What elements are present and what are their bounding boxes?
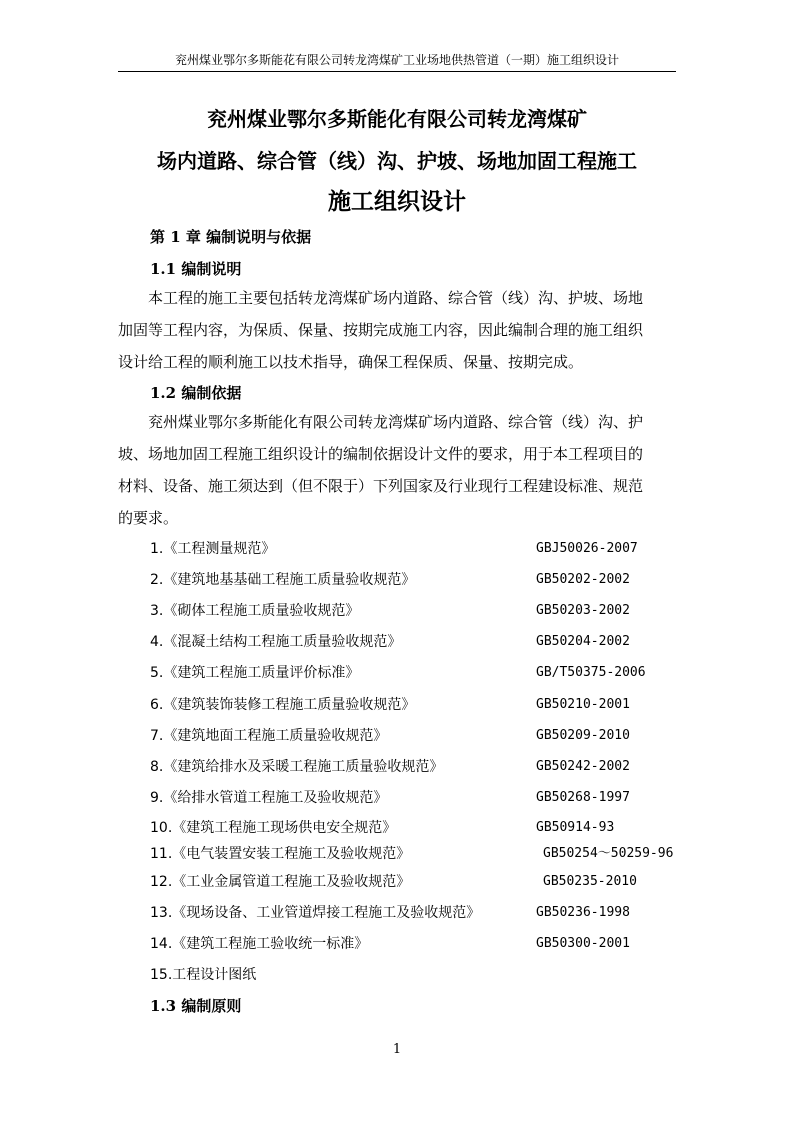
standard-code: GB50914-93 xyxy=(536,820,615,835)
standard-name: 4.《混凝土结构工程施工质量验收规范》 xyxy=(150,634,402,650)
standard-name: 14.《建筑工程施工验收统一标准》 xyxy=(150,936,369,952)
paragraph-line: 本工程的施工主要包括转龙湾煤矿场内道路、综合管（线）沟、护坡、场地 xyxy=(148,289,644,307)
standard-name: 8.《建筑给排水及采暖工程施工质量验收规范》 xyxy=(150,759,444,775)
paragraph-line: 坡、场地加固工程施工组织设计的编制依据设计文件的要求，用于本工程项目的 xyxy=(118,445,644,463)
standard-code: GB50204-2002 xyxy=(536,634,630,649)
standard-item xyxy=(150,631,690,653)
standard-code: GB50202-2002 xyxy=(536,572,630,587)
standard-item xyxy=(150,662,690,684)
chapter-1-heading: 第 1 章 编制说明与依据 xyxy=(150,228,312,246)
standard-name: 11.《电气装置安装工程施工及验收规范》 xyxy=(150,846,411,862)
standard-name: 15.工程设计图纸 xyxy=(150,967,257,983)
standard-item xyxy=(150,933,690,955)
standard-item xyxy=(150,756,690,778)
section-1-1-heading: 1.1 编制说明 xyxy=(150,260,242,278)
standard-item xyxy=(150,871,690,893)
standard-code: GBJ50026-2007 xyxy=(536,541,638,556)
section-1-2-heading: 1.2 编制依据 xyxy=(150,384,242,402)
paragraph-line: 兖州煤业鄂尔多斯能化有限公司转龙湾煤矿场内道路、综合管（线）沟、护 xyxy=(148,413,644,431)
document-title-line-1: 兖州煤业鄂尔多斯能化有限公司转龙湾煤矿 xyxy=(207,107,587,131)
standard-item xyxy=(150,694,690,716)
standard-name: 3.《砌体工程施工质量验收规范》 xyxy=(150,603,360,619)
section-1-3-heading: 1.3 编制原则 xyxy=(150,997,242,1015)
standard-code: GB50268-1997 xyxy=(536,790,630,805)
document-title-line-2: 场内道路、综合管（线）沟、护坡、场地加固工程施工 xyxy=(157,149,637,173)
standard-code: GB50209-2010 xyxy=(536,728,630,743)
standard-item xyxy=(150,843,690,865)
standard-item xyxy=(150,787,690,809)
standard-name: 13.《现场设备、工业管道焊接工程施工及验收规范》 xyxy=(150,905,481,921)
standard-item xyxy=(150,600,690,622)
paragraph-line: 材料、设备、施工须达到（但不限于）下列国家及行业现行工程建设标准、规范 xyxy=(118,477,644,495)
standard-code: GB50236-1998 xyxy=(536,905,630,920)
standard-name: 10.《建筑工程施工现场供电安全规范》 xyxy=(150,820,397,836)
document-title-line-3: 施工组织设计 xyxy=(328,188,466,215)
standard-name: 2.《建筑地基基础工程施工质量验收规范》 xyxy=(150,572,416,588)
standard-item-drawings xyxy=(150,964,690,986)
standard-name: 7.《建筑地面工程施工质量验收规范》 xyxy=(150,728,388,744)
standard-item xyxy=(150,569,690,591)
running-header: 兖州煤业鄂尔多斯能花有限公司转龙湾煤矿工业场地供热管道（一期）施工组织设计 xyxy=(174,53,619,67)
standard-code: GB50300-2001 xyxy=(536,936,630,951)
paragraph-line: 的要求。 xyxy=(118,509,179,527)
standard-name: 1.《工程测量规范》 xyxy=(150,541,276,557)
standard-name: 5.《建筑工程施工质量评价标准》 xyxy=(150,665,360,681)
standard-code: GB/T50375-2006 xyxy=(536,665,646,680)
standard-name: 12.《工业金属管道工程施工及验收规范》 xyxy=(150,874,411,890)
standard-code: GB50242-2002 xyxy=(536,759,630,774)
standard-item xyxy=(150,725,690,747)
page-number: 1 xyxy=(392,1042,402,1057)
section-1-1-paragraph xyxy=(118,282,676,378)
standard-code: GB50235-2010 xyxy=(543,874,637,889)
standard-code: GB50210-2001 xyxy=(536,697,630,712)
standard-name: 6.《建筑装饰装修工程施工质量验收规范》 xyxy=(150,697,416,713)
standard-code: GB50203-2002 xyxy=(536,603,630,618)
standard-name: 9.《给排水管道工程施工及验收规范》 xyxy=(150,790,388,806)
header-rule xyxy=(118,71,676,72)
standard-item xyxy=(150,817,690,839)
standard-item xyxy=(150,538,690,560)
paragraph-line: 设计给工程的顺利施工以技术指导，确保工程保质、保量、按期完成。 xyxy=(118,353,584,371)
standard-item xyxy=(150,902,690,924)
section-1-2-paragraph xyxy=(118,406,676,534)
standard-code: GB50254～50259-96 xyxy=(543,846,674,861)
paragraph-line: 加固等工程内容，为保质、保量、按期完成施工内容，因此编制合理的施工组织 xyxy=(118,321,644,339)
